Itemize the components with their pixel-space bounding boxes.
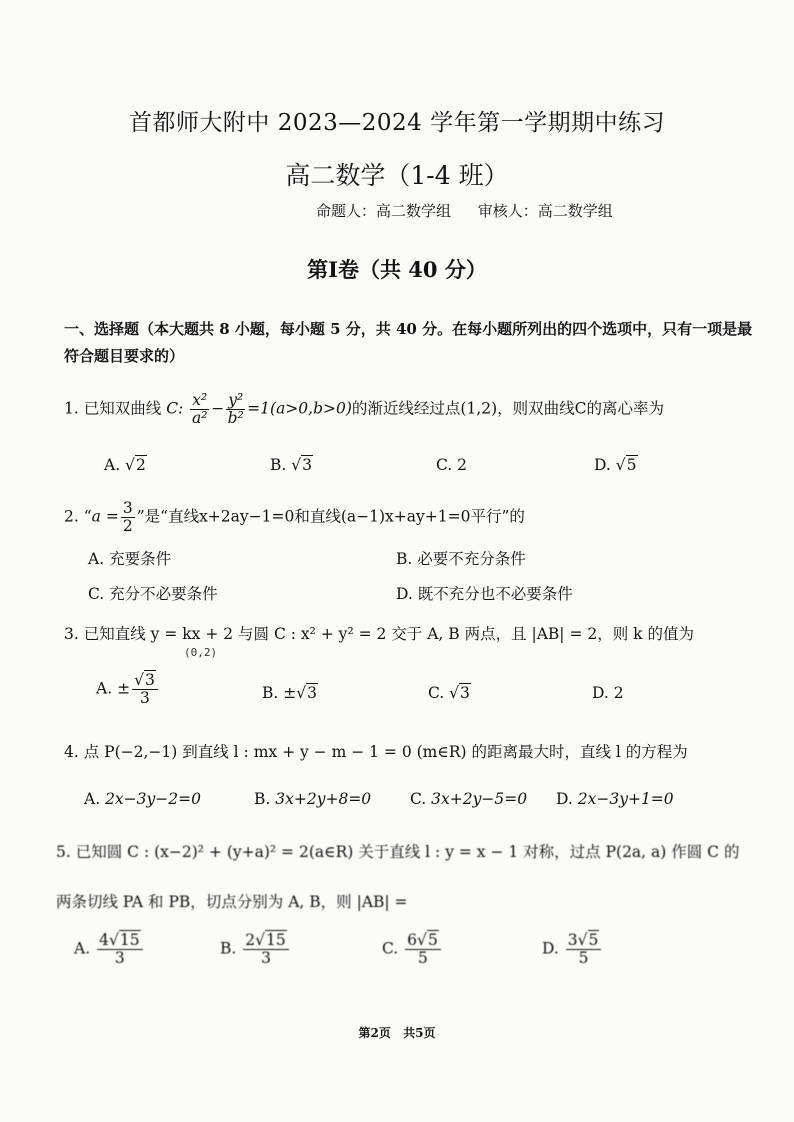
option-1d: D. √5 bbox=[594, 456, 637, 474]
option-4a: A. 2x−3y−2=0 bbox=[84, 790, 201, 808]
question-number: 1. bbox=[64, 399, 79, 418]
question-5-line2: 两条切线 PA 和 PB，切点分别为 A, B，则 |AB| = bbox=[56, 893, 408, 911]
equation-tail: =1(a>0,b>0) bbox=[247, 399, 352, 418]
question-number: 5. bbox=[56, 843, 71, 861]
quote-close: ” bbox=[136, 507, 145, 526]
page-number: 第2页 bbox=[358, 1026, 391, 1040]
volume-title: 第Ⅰ卷（共 40 分） bbox=[307, 257, 487, 282]
question-4 bbox=[64, 740, 688, 762]
question-text-after: 的渐近线经过点(1,2)，则双曲线C的离心率为 bbox=[351, 399, 665, 418]
subject-title: 高二数学（1-4 班） bbox=[285, 161, 509, 190]
question-number: 2. bbox=[64, 507, 79, 526]
question-5 bbox=[56, 840, 739, 862]
option-5d: D. $\frac{3√5}{5}$ bbox=[542, 932, 603, 967]
option-3b: B. ±√3 bbox=[262, 684, 318, 702]
variable-a: a = bbox=[91, 507, 119, 526]
option-1c: C. 2 bbox=[436, 456, 468, 474]
option-1b: B. √3 bbox=[270, 456, 313, 474]
question-text: 已知直线 y = kx + 2 与圆 C : x² + y² = 2 交于 A, B 两点，且 |AB| = 2，则 k 的值为 bbox=[83, 625, 694, 643]
authors-line bbox=[316, 200, 635, 221]
option-2a: A. 充要条件 bbox=[88, 550, 172, 568]
option-3d: D. 2 bbox=[592, 684, 624, 702]
fraction-y: $\frac{\text{y²}}{\text{b²}}$ bbox=[227, 391, 244, 427]
question-number: 4. bbox=[64, 743, 79, 761]
section-heading: 一、选择题（本大题共 8 小题，每小题 5 分，共 40 分。在每小题所列出的四个选项中，只有一项是最符合题目要求的） bbox=[64, 320, 753, 365]
page-footer bbox=[0, 1024, 794, 1041]
option-5b: B. $\frac{2√15}{3}$ bbox=[220, 932, 291, 967]
question-text-line1: 已知圆 C : (x−2)² + (y+a)² = 2(a∈R) 关于直线 l : y = x − 1 对称，过点 P(2a, a) 作圆 C 的 bbox=[75, 843, 740, 861]
option-4d: D. 2x−3y+1=0 bbox=[556, 790, 674, 808]
option-4b: B. 3x+2y+8=0 bbox=[254, 790, 372, 808]
question-text: 点 P(−2,−1) 到直线 l : mx + y − m − 1 = 0 (m∈R) 的距离最大时，直线 l 的方程为 bbox=[83, 743, 688, 761]
question-text: 已知双曲线 bbox=[83, 399, 162, 418]
option-5a: A. $\frac{4√15}{3}$ bbox=[74, 932, 145, 967]
fraction-x: $\frac{\text{x²}}{\text{a²}}$ bbox=[191, 391, 208, 427]
author-label: 命题人：高二数学组 bbox=[316, 202, 452, 220]
option-2b: B. 必要不充分条件 bbox=[396, 550, 526, 568]
curve-label: C: bbox=[166, 399, 184, 418]
page-total: 共5页 bbox=[403, 1026, 436, 1040]
question-2 bbox=[64, 500, 525, 535]
reviewer-label: 审核人：高二数学组 bbox=[477, 202, 613, 220]
option-1a: A. √2 bbox=[104, 456, 146, 474]
question-number: 3. bbox=[64, 625, 79, 643]
option-5c: C. $\frac{6√5}{5}$ bbox=[382, 932, 443, 967]
option-3c: C. √3 bbox=[428, 684, 470, 702]
handwritten-note: (0,2) bbox=[184, 646, 218, 659]
option-2c: C. 充分不必要条件 bbox=[88, 585, 218, 603]
option-3a: A. ± $\frac{√3}{3}$ bbox=[96, 672, 160, 707]
fraction-three-halves: $\frac{3}{2}$ bbox=[122, 499, 133, 535]
option-2d: D. 既不充分也不必要条件 bbox=[396, 585, 573, 603]
option-4c: C. 3x+2y−5=0 bbox=[410, 790, 528, 808]
quote-open: “ bbox=[83, 507, 92, 526]
question-text: 是“直线x+2ay−1=0和直线(a−1)x+ay+1=0平行”的 bbox=[144, 507, 525, 526]
question-1: 1. 已知双曲线 C: $\frac{\text{x²}}{\text{a²}}$ − $\frac{\text{y²}}{\text{b²}}$ =1(a>0,b>0)的渐近线经过点(1,2)，则双曲线C的离心率为 bbox=[64, 391, 665, 427]
question-3 bbox=[64, 622, 694, 644]
exam-title: 首都师大附中 2023—2024 学年第一学期期中练习 bbox=[128, 110, 666, 136]
